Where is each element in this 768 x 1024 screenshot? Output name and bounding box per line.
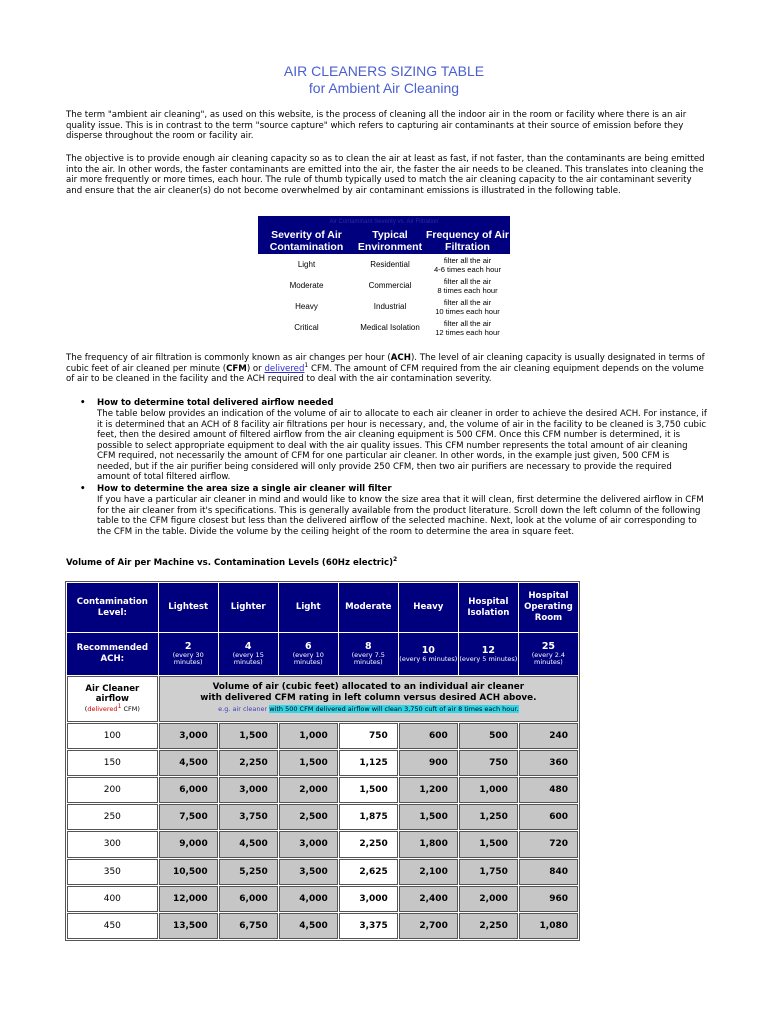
volume-cell: 360 bbox=[519, 750, 578, 776]
objective-paragraph: The objective is to provide enough air cleaning capacity so as to clean the air at least as fast, if not faster, than the contaminants are being emitted into the air. In other words, the faster contaminants are emitted into the air, the faster the air needs to be cleaned. This translates into cleaning the air more frequently or more times, each hour. The rule of thumb typically used to match the air cleaning capacity to the air contaminant severity and ensure that the air cleaner(s) do not become overwhelmed by air contaminant emissions is illustrated in the following table. bbox=[66, 154, 705, 196]
ach-cell: 12 (every 5 minutes) bbox=[459, 633, 518, 675]
contamination-level-label: Contamination Level: bbox=[67, 583, 158, 632]
volume-cell: 4,500 bbox=[279, 913, 338, 939]
volume-cell: 2,700 bbox=[399, 913, 458, 939]
volume-table bbox=[65, 581, 580, 941]
environment-header: Typical Environment bbox=[355, 228, 425, 254]
severity-table bbox=[258, 216, 510, 338]
page-subtitle: for Ambient Air Cleaning bbox=[308, 80, 460, 96]
volume-row bbox=[67, 886, 578, 912]
volume-cell: 3,500 bbox=[279, 859, 338, 885]
volume-cell: 4,500 bbox=[219, 831, 278, 857]
volume-cell: 2,500 bbox=[279, 804, 338, 830]
bullet-heading-area: • How to determine the area size a single air cleaner will filter bbox=[82, 484, 392, 494]
environment-cell: Medical Isolation bbox=[360, 323, 420, 332]
volume-row bbox=[67, 804, 578, 830]
intro-paragraph: The term "ambient air cleaning", as used on this website, is the process of cleaning all the indoor air in the room or facility where there is an air quality issue. This is in contrast to the term "source capture" which refers to capturing air contaminants at their source of emission before they disperse throughout the room or facility air. bbox=[66, 110, 687, 141]
volume-explanation: Volume of air (cubic feet) allocated to an individual air cleaner with delivered CFM rating in left column versus desired ACH above. e.g. air cleaner with 500 CFM delivered airflow will clean 3,750 cuft of air 8 times each hour. bbox=[159, 676, 578, 722]
volume-cell: 1,500 bbox=[399, 804, 458, 830]
bullet-heading-airflow: • How to determine total delivered airflow needed bbox=[82, 398, 334, 408]
volume-cell: 750 bbox=[459, 750, 518, 776]
volume-cell: 1,000 bbox=[459, 777, 518, 803]
volume-row bbox=[67, 831, 578, 857]
environment-cell: Commercial bbox=[368, 281, 412, 290]
level-header: Light bbox=[279, 583, 338, 632]
volume-cell: 12,000 bbox=[159, 886, 218, 912]
volume-cell: 10,500 bbox=[159, 859, 218, 885]
bullet-text-airflow: The table below provides an indication of the volume of air to allocate to each air cleaner in order to achieve the desired ACH. For instance, if it is determined that an ACH of 8 facility air filtrations per hour is necessary, and, the volume of air in the facility to be cleaned is 3,750 cubic feet, then the desired amount of filtered airflow from the air cleaning equipment is 500 CFM. Once this CFM number is determined, it is possible to select appropriate equipment to deal with the air quality issues. This CFM number represents the total amount of air cleaning CFM required, not necessarily the amount of CFM for one particular air cleaner. In other words, in the example just given, 500 CFM is needed, but if the air purifier being considered will only provide 250 CFM, then two air purifiers are necessary to provide the required amount of total filtered airflow. bbox=[97, 409, 707, 482]
level-header: Moderate bbox=[339, 583, 398, 632]
volume-cell: 1,750 bbox=[459, 859, 518, 885]
volume-cell: 1,875 bbox=[339, 804, 398, 830]
volume-cell: 4,500 bbox=[159, 750, 218, 776]
ach-cell: 2 (every 30 minutes) bbox=[159, 633, 218, 675]
page-title: AIR CLEANERS SIZING TABLE bbox=[283, 63, 485, 79]
volume-cell: 6,000 bbox=[159, 777, 218, 803]
air-cleaner-airflow-label: Air Cleaner airflow (delivered$^1$ CFM) bbox=[67, 676, 158, 722]
severity-row bbox=[258, 296, 510, 317]
recommended-ach-label: Recommended ACH: bbox=[67, 633, 158, 675]
severity-cell: Light bbox=[297, 260, 316, 269]
frequency-cell: filter all the air 4-6 times each hour bbox=[433, 255, 502, 274]
volume-cell: 9,000 bbox=[159, 831, 218, 857]
volume-cell: 2,250 bbox=[459, 913, 518, 939]
volume-cell: 6,750 bbox=[219, 913, 278, 939]
severity-row bbox=[258, 275, 510, 296]
ach-cell: 8 (every 7.5 minutes) bbox=[339, 633, 398, 675]
volume-cell: 2,000 bbox=[459, 886, 518, 912]
volume-cell: 1,800 bbox=[399, 831, 458, 857]
severity-cell: Moderate bbox=[289, 281, 324, 290]
volume-cell: 240 bbox=[519, 723, 578, 749]
cfm-cell: 450 bbox=[67, 913, 158, 939]
volume-cell: 2,000 bbox=[279, 777, 338, 803]
volume-cell: 480 bbox=[519, 777, 578, 803]
volume-cell: 13,500 bbox=[159, 913, 218, 939]
level-header: Hospital Isolation bbox=[459, 583, 518, 632]
cfm-cell: 100 bbox=[67, 723, 158, 749]
volume-cell: 2,250 bbox=[219, 750, 278, 776]
frequency-header: Frequency of Air Filtration bbox=[425, 229, 510, 253]
volume-cell: 2,400 bbox=[399, 886, 458, 912]
level-header: Heavy bbox=[399, 583, 458, 632]
environment-cell: Residential bbox=[370, 260, 410, 269]
severity-row bbox=[258, 254, 510, 275]
volume-cell: 4,000 bbox=[279, 886, 338, 912]
ach-cell: 25 (every 2.4 minutes) bbox=[519, 633, 578, 675]
volume-row bbox=[67, 859, 578, 885]
ach-cell: 6 (every 10 minutes) bbox=[279, 633, 338, 675]
volume-cell: 500 bbox=[459, 723, 518, 749]
volume-table-heading: Volume of Air per Machine vs. Contamination Levels (60Hz electric)$^2$ bbox=[66, 556, 398, 568]
volume-cell: 3,000 bbox=[159, 723, 218, 749]
volume-cell: 1,500 bbox=[279, 750, 338, 776]
level-header: Lighter bbox=[219, 583, 278, 632]
volume-row bbox=[67, 913, 578, 939]
volume-cell: 600 bbox=[399, 723, 458, 749]
volume-cell: 2,100 bbox=[399, 859, 458, 885]
ach-cell: 4 (every 15 minutes) bbox=[219, 633, 278, 675]
cfm-cell: 200 bbox=[67, 777, 158, 803]
cfm-cell: 350 bbox=[67, 859, 158, 885]
volume-cell: 1,080 bbox=[519, 913, 578, 939]
environment-cell: Industrial bbox=[373, 302, 407, 311]
volume-row bbox=[67, 750, 578, 776]
volume-cell: 5,250 bbox=[219, 859, 278, 885]
severity-cell: Heavy bbox=[295, 302, 318, 311]
volume-cell: 3,750 bbox=[219, 804, 278, 830]
volume-cell: 3,000 bbox=[219, 777, 278, 803]
volume-cell: 900 bbox=[399, 750, 458, 776]
severity-row bbox=[258, 317, 510, 338]
volume-cell: 1,000 bbox=[279, 723, 338, 749]
volume-cell: 3,375 bbox=[339, 913, 398, 939]
volume-cell: 720 bbox=[519, 831, 578, 857]
ach-paragraph: The frequency of air filtration is commonly known as air changes per hour (ACH). The level of air cleaning capacity is usually designated in terms of cubic feet of air cleaned per minute (CFM) or delivered$^1$ CFM. The amount of CFM required from the air cleaning equipment depends on the volume of air to be cleaned in the facility and the ACH required to deal with the air contamination severity. bbox=[66, 353, 705, 384]
volume-cell: 3,000 bbox=[339, 886, 398, 912]
volume-row bbox=[67, 777, 578, 803]
volume-cell: 1,125 bbox=[339, 750, 398, 776]
volume-cell: 2,250 bbox=[339, 831, 398, 857]
cfm-cell: 300 bbox=[67, 831, 158, 857]
delivered-link[interactable]: delivered bbox=[264, 363, 305, 374]
volume-cell: 1,500 bbox=[219, 723, 278, 749]
volume-cell: 1,250 bbox=[459, 804, 518, 830]
volume-cell: 6,000 bbox=[219, 886, 278, 912]
volume-cell: 2,625 bbox=[339, 859, 398, 885]
volume-cell: 1,500 bbox=[339, 777, 398, 803]
frequency-cell: filter all the air 12 times each hour bbox=[435, 318, 500, 337]
level-header: Hospital Operating Room bbox=[519, 583, 578, 632]
severity-cell: Critical bbox=[294, 323, 319, 332]
volume-cell: 1,200 bbox=[399, 777, 458, 803]
frequency-cell: filter all the air 10 times each hour bbox=[435, 297, 500, 316]
severity-header: Severity of Air Contamination bbox=[258, 228, 355, 254]
level-header: Lightest bbox=[159, 583, 218, 632]
volume-cell: 3,000 bbox=[279, 831, 338, 857]
cfm-cell: 250 bbox=[67, 804, 158, 830]
volume-row bbox=[67, 723, 578, 749]
ach-cell: 10 (every 6 minutes) bbox=[399, 633, 458, 675]
severity-table-caption: Air Contaminant Severity vs. Air Filtration bbox=[258, 216, 510, 228]
frequency-cell: filter all the air 8 times each hour bbox=[437, 276, 498, 295]
volume-cell: 840 bbox=[519, 859, 578, 885]
volume-cell: 960 bbox=[519, 886, 578, 912]
cfm-cell: 400 bbox=[67, 886, 158, 912]
cfm-cell: 150 bbox=[67, 750, 158, 776]
volume-cell: 600 bbox=[519, 804, 578, 830]
bullet-text-area: If you have a particular air cleaner in mind and would like to know the size area that it will clean, first determine the delivered airflow in CFM for the air cleaner from it's specifications. This is generally available from the product literature. Scroll down the left column of the following table to the CFM figure closest but less than the delivered airflow of the selected machine. Next, look at the volume of air corresponding to the CFM in the table. Divide the volume by the ceiling height of the room to determine the area in square feet. bbox=[97, 495, 704, 537]
volume-cell: 750 bbox=[339, 723, 398, 749]
volume-cell: 1,500 bbox=[459, 831, 518, 857]
volume-cell: 7,500 bbox=[159, 804, 218, 830]
